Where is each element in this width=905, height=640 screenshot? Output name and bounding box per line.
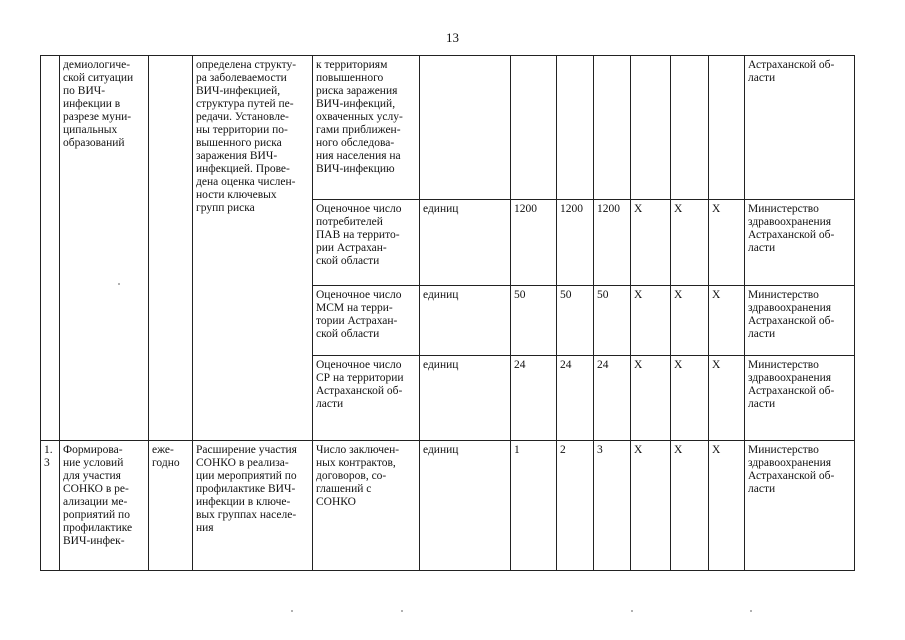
- result-cell: Расширение участия СОНКО в реализа- ции мероприятий по профилактике ВИЧ- инфекции в ключе- вых группах населе- ния: [193, 441, 313, 571]
- responsible-cell: Министерство здравоохранения Астраханской об- ласти: [745, 441, 855, 571]
- scan-speck: [631, 610, 633, 612]
- indicator-cell: к территориям повышенного риска заражения ВИЧ-инфекций, охваченных услу- гами приближен- ного обследова- ния населения на ВИЧ-инфекцию: [313, 56, 420, 200]
- program-table: [40, 55, 855, 571]
- value-cell: 24: [511, 356, 557, 441]
- value-cell: 1200: [594, 200, 631, 286]
- x-cell: [631, 56, 671, 200]
- responsible-cell: Министерство здравоохранения Астраханской об- ласти: [745, 286, 855, 356]
- activity-cell: Формирова- ние условий для участия СОНКО в ре- ализации ме- роприятий по профилактике ВИЧ-инфек-: [60, 441, 149, 571]
- indicator-cell: Оценочное число СР на территории Астраханской об- ласти: [313, 356, 420, 441]
- activity-cell: демиологиче- ской ситуации по ВИЧ- инфекции в разрезе муни- ципальных образований: [60, 56, 149, 441]
- page-number: 13: [446, 30, 459, 45]
- value-cell: 1200: [557, 200, 594, 286]
- x-cell: Х: [709, 200, 745, 286]
- x-cell: Х: [671, 441, 709, 571]
- value-cell: 24: [557, 356, 594, 441]
- unit-cell: [420, 56, 511, 200]
- scan-speck: [291, 610, 293, 612]
- value-cell: 1200: [511, 200, 557, 286]
- unit-cell: единиц: [420, 356, 511, 441]
- x-cell: [671, 56, 709, 200]
- num-cell: [41, 56, 60, 441]
- value-cell: 1: [511, 441, 557, 571]
- value-cell: [511, 56, 557, 200]
- value-cell: [557, 56, 594, 200]
- value-cell: 50: [594, 286, 631, 356]
- table-row: [41, 56, 855, 200]
- x-cell: Х: [631, 286, 671, 356]
- value-cell: 50: [557, 286, 594, 356]
- x-cell: [709, 56, 745, 200]
- scan-speck: [750, 610, 752, 612]
- unit-cell: единиц: [420, 441, 511, 571]
- value-cell: 2: [557, 441, 594, 571]
- x-cell: Х: [671, 286, 709, 356]
- value-cell: 24: [594, 356, 631, 441]
- x-cell: Х: [631, 441, 671, 571]
- indicator-cell: Число заключен- ных контрактов, договоров, со- глашений с СОНКО: [313, 441, 420, 571]
- unit-cell: единиц: [420, 200, 511, 286]
- x-cell: Х: [671, 356, 709, 441]
- result-cell: определена структу- ра заболеваемости ВИЧ-инфекцией, структура путей пе- редачи. Установле- ны территории по- вышенного риска заражения ВИЧ- инфекцией. Прове- дена оценка числен- ности ключевых групп риска: [193, 56, 313, 441]
- responsible-cell: Астраханской об- ласти: [745, 56, 855, 200]
- responsible-cell: Министерство здравоохранения Астраханской об- ласти: [745, 200, 855, 286]
- x-cell: Х: [709, 286, 745, 356]
- period-cell: [149, 56, 193, 441]
- indicator-cell: Оценочное число потребителей ПАВ на террито- рии Астрахан- ской области: [313, 200, 420, 286]
- value-cell: [594, 56, 631, 200]
- scan-speck: [401, 610, 403, 612]
- table-row: [41, 441, 855, 571]
- x-cell: Х: [631, 356, 671, 441]
- num-cell: 1.3: [41, 441, 60, 571]
- x-cell: Х: [671, 200, 709, 286]
- value-cell: 3: [594, 441, 631, 571]
- indicator-cell: Оценочное число МСМ на терри- тории Астрахан- ской области: [313, 286, 420, 356]
- x-cell: Х: [709, 356, 745, 441]
- x-cell: Х: [631, 200, 671, 286]
- period-cell: еже- годно: [149, 441, 193, 571]
- value-cell: 50: [511, 286, 557, 356]
- x-cell: Х: [709, 441, 745, 571]
- scan-speck: [118, 283, 120, 285]
- responsible-cell: Министерство здравоохранения Астраханской об- ласти: [745, 356, 855, 441]
- unit-cell: единиц: [420, 286, 511, 356]
